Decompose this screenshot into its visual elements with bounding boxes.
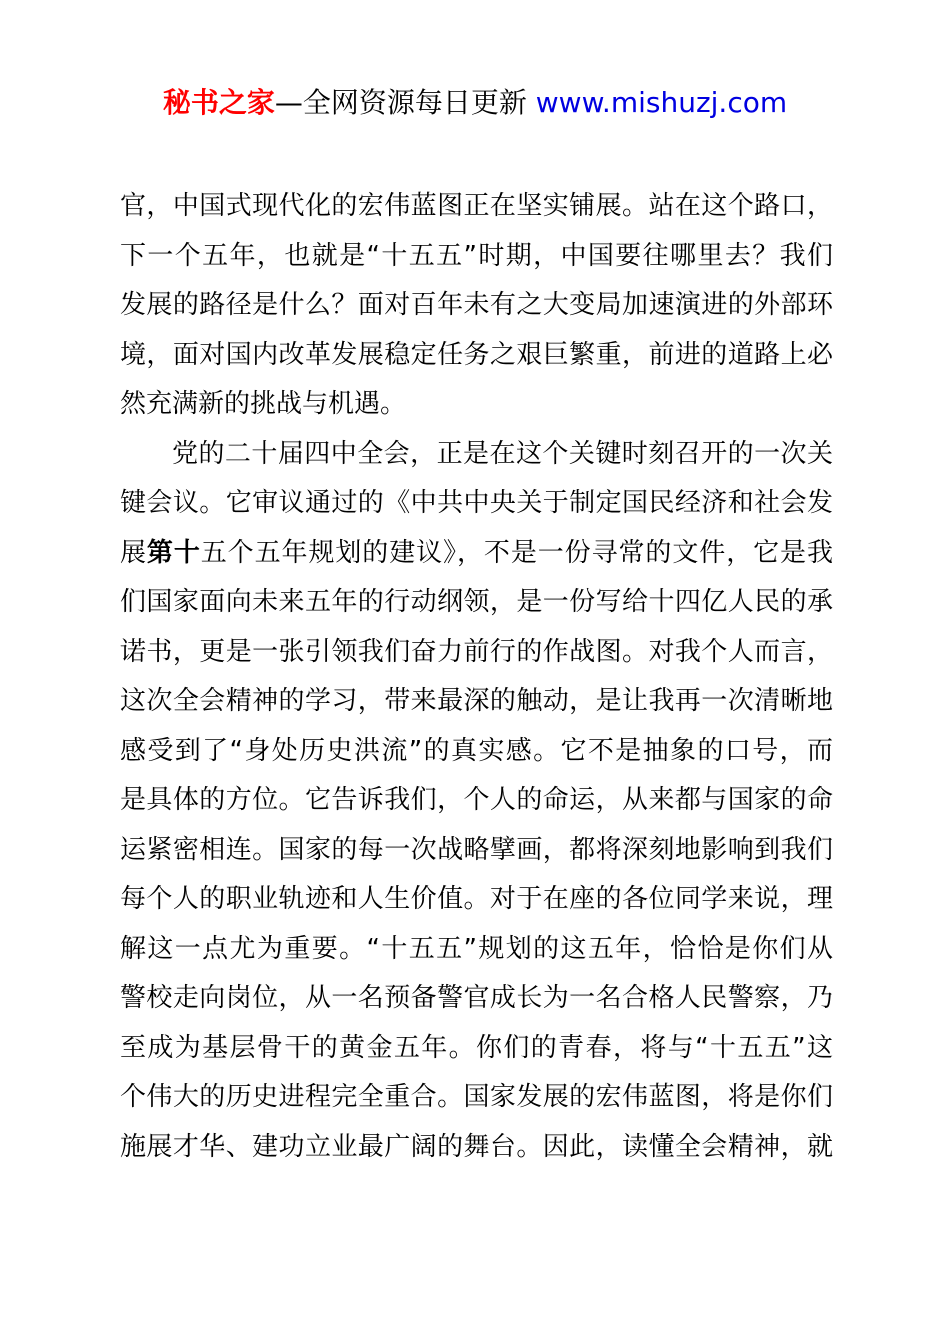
- text-line: 施展才华、建功立业最广阔的舞台。因此，读懂全会精神，就: [120, 1131, 833, 1162]
- site-header: [0, 83, 950, 123]
- text-line: 是具体的方位。它告诉我们，个人的命运，从来都与国家的命: [120, 785, 833, 815]
- document-body: [120, 182, 833, 1172]
- text-line: 官，中国式现代化的宏伟蓝图正在坚实铺展。站在这个路口，: [120, 191, 833, 221]
- text-line: 们国家面向未来五年的行动纲领，是一份写给十四亿人民的承: [120, 587, 833, 617]
- site-url-link[interactable]: www.mishuzj.com: [535, 86, 788, 119]
- text-line: 警校走向岗位，从一名预备警官成长为一名合格人民警察，乃: [120, 983, 833, 1013]
- text-line: 解这一点尤为重要。“十五五”规划的这五年，恰恰是你们从: [120, 933, 833, 964]
- text-line: 下一个五年，也就是“十五五”时期，中国要往哪里去？我们: [120, 240, 833, 271]
- text-line: 党的二十届四中全会，正是在这个关键时刻召开的一次关: [172, 438, 833, 469]
- text-line: 个伟大的历史进程完全重合。国家发展的宏伟蓝图，将是你们: [120, 1082, 833, 1112]
- text-line: 运紧密相连。国家的每一次战略擘画，都将深刻地影响到我们: [120, 834, 833, 865]
- text-line: 然充满新的挑战与机遇。: [120, 389, 407, 419]
- text-line: 诺书，更是一张引领我们奋力前行的作战图。对我个人而言，: [120, 636, 833, 667]
- text-line: 至成为基层骨干的黄金五年。你们的青春，将与“十五五”这: [120, 1032, 833, 1063]
- text-line: 这次全会精神的学习，带来最深的触动，是让我再一次清晰地: [120, 686, 833, 716]
- text-line: 境，面对国内改革发展稳定任务之艰巨繁重，前进的道路上必: [120, 339, 833, 370]
- paragraph-1: [120, 182, 833, 430]
- site-name: 秘书之家: [162, 86, 275, 119]
- text-line: [120, 529, 833, 579]
- text-line: 感受到了“身处历史洪流”的真实感。它不是抽象的口号，而: [120, 735, 833, 766]
- text-line: 每个人的职业轨迹和人生价值。对于在座的各位同学来说，理: [120, 884, 833, 914]
- text-segment: 五个五年规划的建议》，不是一份寻常的文件，它是我: [200, 537, 833, 568]
- site-tagline: —全网资源每日更新: [274, 86, 536, 119]
- bold-text-segment: 第十: [146, 537, 201, 568]
- text-line: 键会议。它审议通过的《中共中央关于制定国民经济和社会发: [120, 488, 833, 518]
- text-line: 发展的路径是什么？面对百年未有之大变局加速演进的外部环: [120, 290, 833, 320]
- paragraph-2: [120, 430, 833, 1173]
- text-segment: 展: [120, 537, 147, 568]
